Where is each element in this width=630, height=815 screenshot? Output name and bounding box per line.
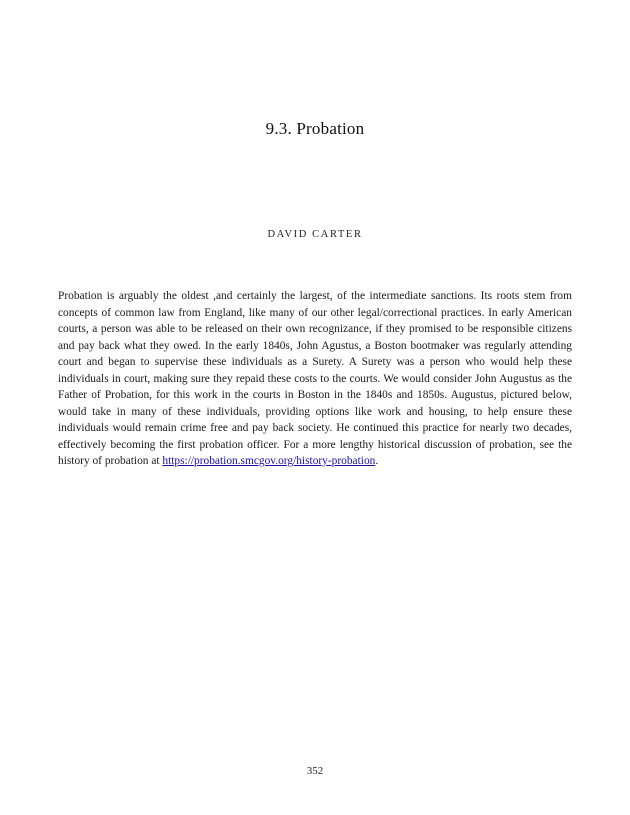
body-paragraph bbox=[58, 288, 572, 470]
author-name: DAVID CARTER bbox=[267, 229, 363, 240]
chapter-title: 9.3. Probation bbox=[265, 119, 365, 138]
body-paragraph-end: . bbox=[375, 455, 379, 467]
body-paragraph-text: Probation is arguably the oldest ,and certainly the largest, of the intermediate sanctions. Its roots stem from concepts of common law from England, like many of our other legal/correctional practices. In early American courts, a person was able to be released on their own recognizance, if they promised to be responsible citizens and pay back what they owed. In the early 1840s, John Agustus, a Boston bootmaker was regularly attending court and began to supervise these individuals as a Surety. A Surety was a person who would help these individuals in court, making sure they repaid these costs to the courts. We would consider John Augustus as the Father of Probation, for this work in the courts in Boston in the 1840s and 1850s. Augustus, pictured below, would take in many of these individuals, providing options like work and housing, to help ensure these individuals would remain crime free and pay back society. He continued this practice for nearly two decades, effectively becoming the first probation officer. For a more lengthy historical discussion of probation, see the history of probation at bbox=[58, 290, 572, 467]
history-probation-link[interactable]: https://probation.smcgov.org/history-probation bbox=[162, 455, 376, 467]
page-number: 352 bbox=[306, 765, 324, 777]
